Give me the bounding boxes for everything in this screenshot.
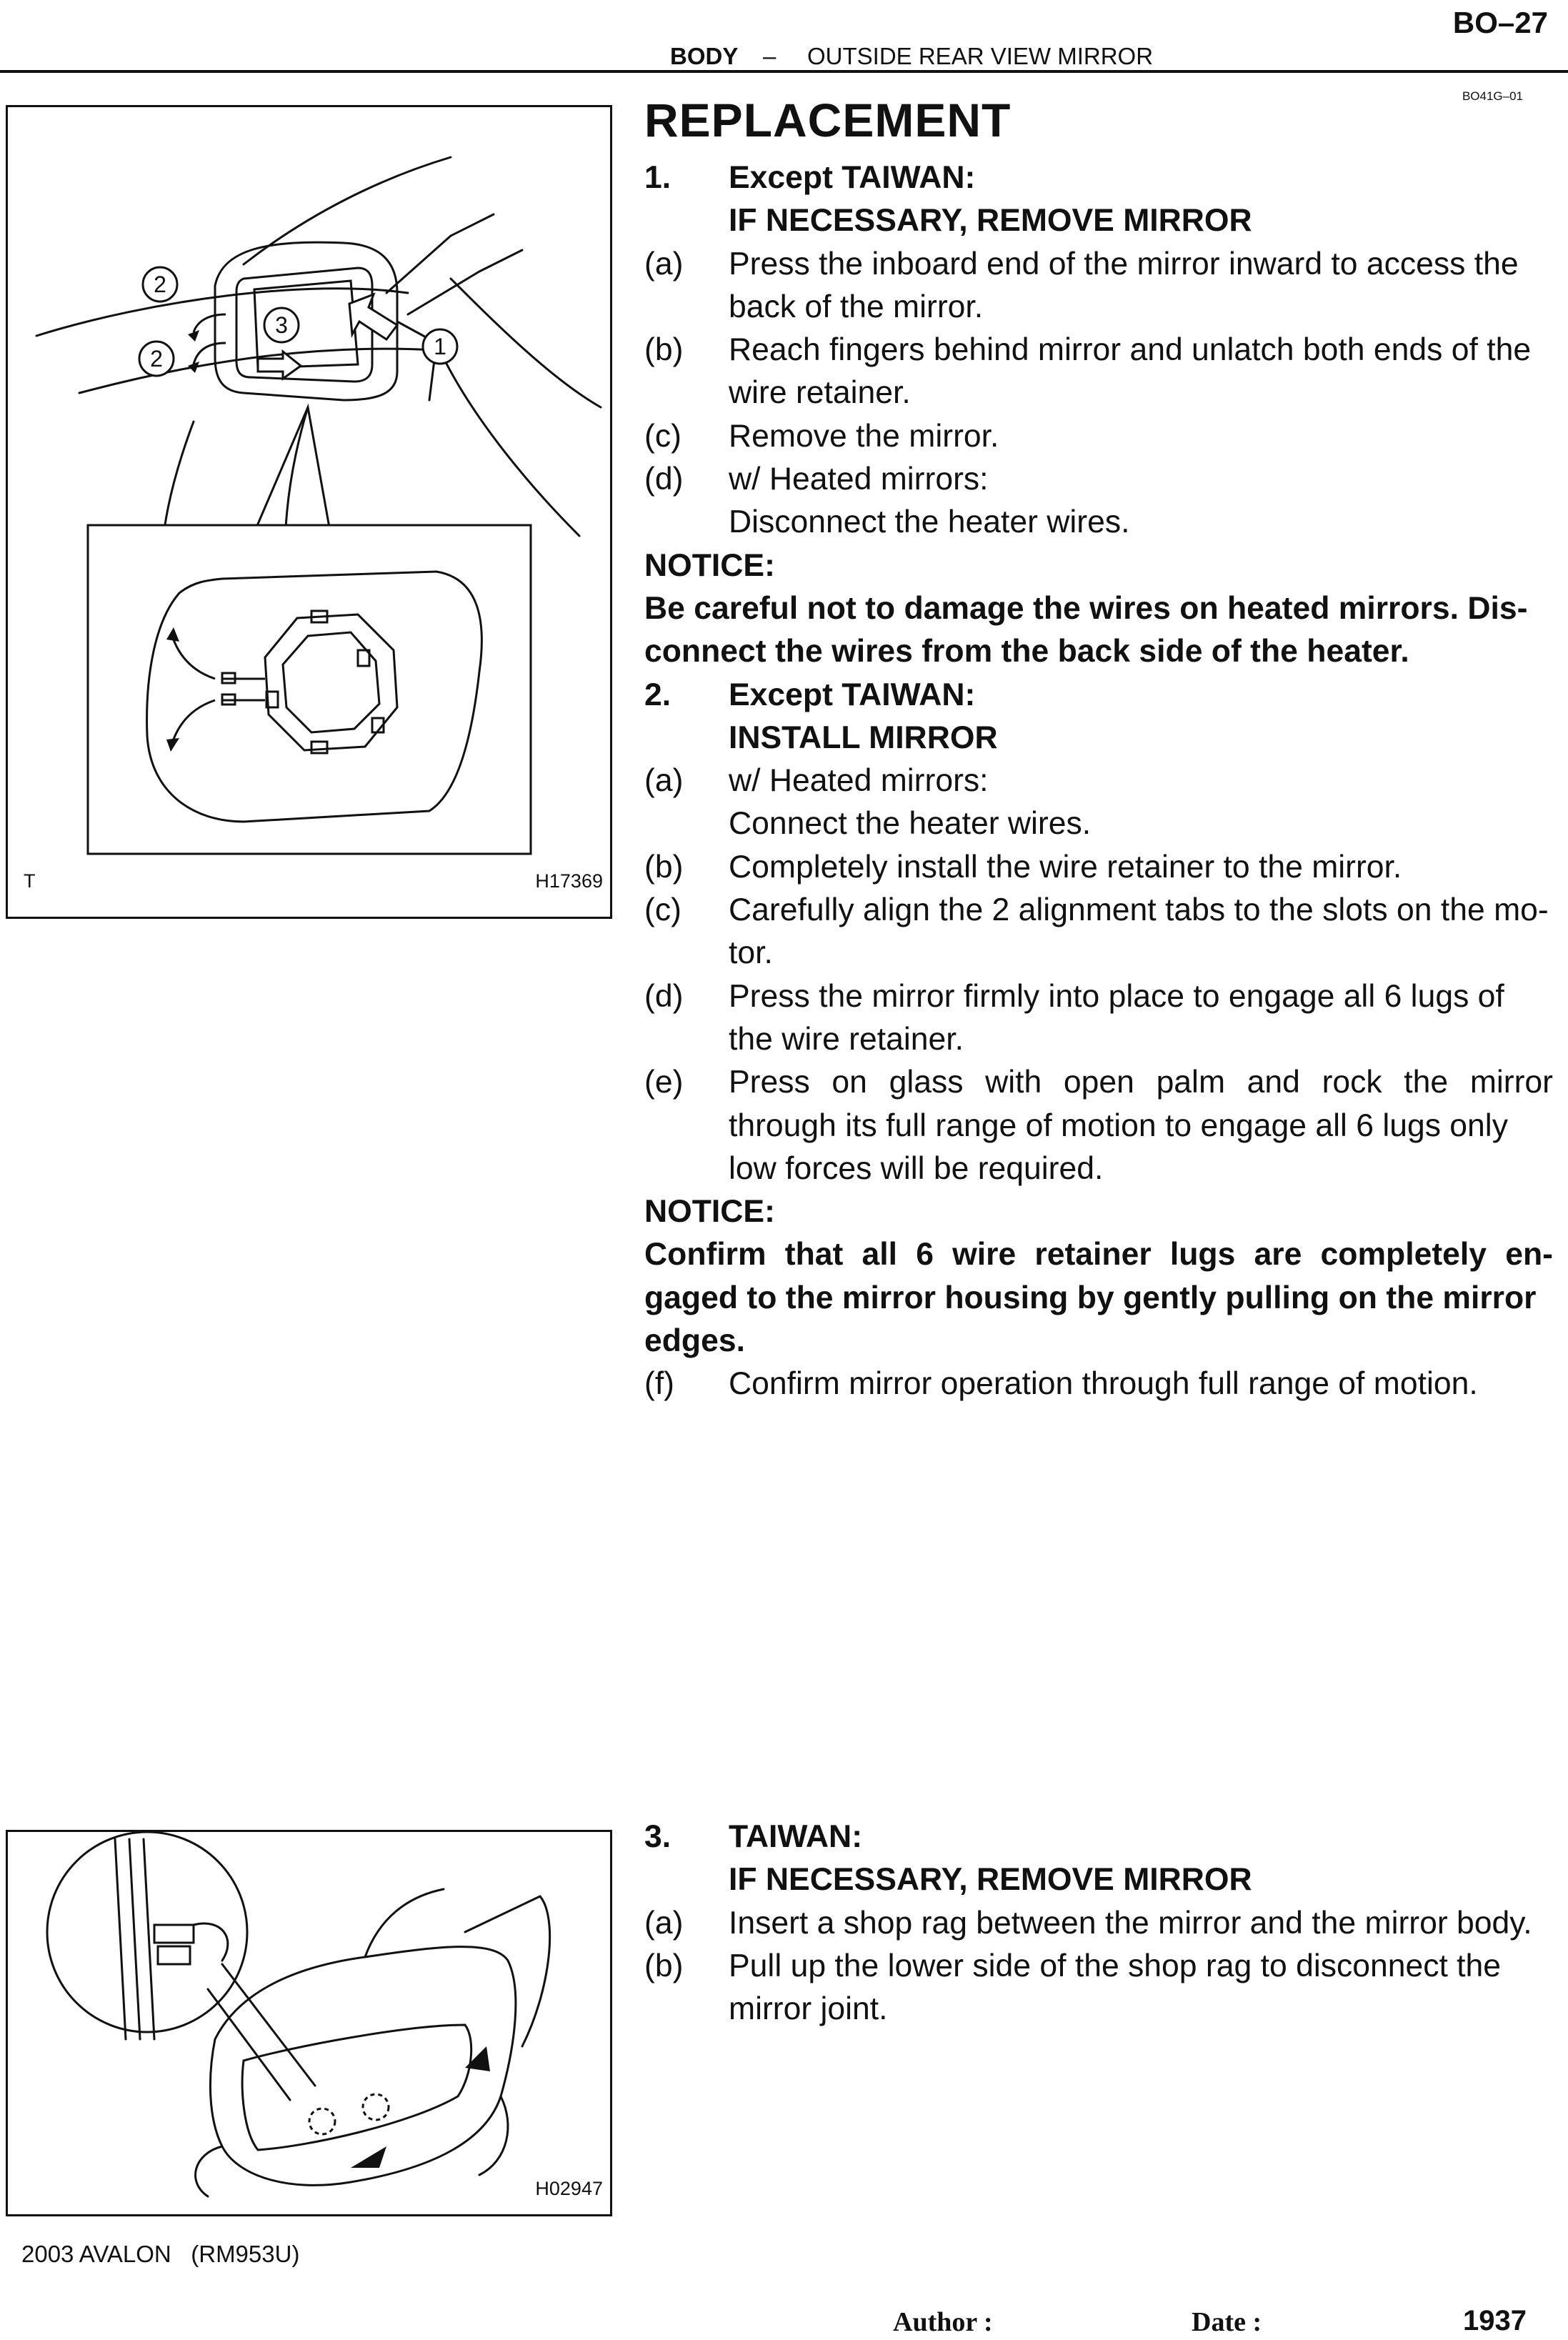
author-label: Author : [893, 2307, 993, 2337]
step-2-subtitle: INSTALL MIRROR [729, 720, 998, 755]
notice-1-line-2: connect the wires from the back side of the heater. [644, 634, 1409, 669]
step-2a: (a) w/ Heated mirrors: [644, 763, 989, 799]
step-3b-cont: mirror joint. [729, 1991, 888, 2027]
step-3-subtitle: IF NECESSARY, REMOVE MIRROR [729, 1862, 1252, 1898]
figure2-code: H02947 [535, 2178, 603, 2199]
step-2-title: 2. Except TAIWAN: [644, 677, 976, 712]
step-1b-cont: wire retainer. [729, 375, 911, 411]
step-2e: (e) Press on glass with open palm and rock the mirror [644, 1065, 1553, 1100]
step-1a: (a) Press the inboard end of the mirror inward to access the [644, 246, 1519, 282]
header-rule [0, 70, 1568, 73]
callout-1-text: 1 [434, 334, 446, 359]
step-3b: (b) Pull up the lower side of the shop rag to disconnect the [644, 1948, 1502, 1983]
notice-2-line-2: gaged to the mirror housing by gently pulling on the mirror [644, 1280, 1537, 1315]
step-1b: (b) Reach fingers behind mirror and unlatch both ends of the [644, 332, 1532, 368]
mirror-removal-illustration [8, 107, 610, 917]
header-section: BODY [670, 43, 739, 69]
figure1-corner-label: T [24, 870, 36, 892]
model-code: 2003 AVALON (RM953U) [21, 2241, 300, 2267]
step-1a-cont: back of the mirror. [729, 289, 984, 324]
procedure-steps-1-2 [644, 156, 1553, 1406]
taiwan-mirror-illustration [8, 1832, 610, 2214]
procedure-step-3 [644, 1816, 1553, 2031]
step-2d-cont: the wire retainer. [729, 1021, 964, 1057]
step-2b: (b) Completely install the wire retainer to the mirror. [644, 849, 1402, 885]
figure1-code: H17369 [535, 870, 603, 892]
step-2d: (d) Press the mirror firmly into place to engage all 6 lugs of [644, 978, 1504, 1014]
step-1d: (d) w/ Heated mirrors: [644, 462, 989, 497]
replacement-heading: REPLACEMENT [644, 94, 1012, 146]
header-separator: – [763, 43, 776, 69]
callout-2a-text: 2 [154, 272, 166, 297]
step-3a: (a) Insert a shop rag between the mirror and the mirror body. [644, 1905, 1532, 1941]
figure-mirror-removal [6, 105, 612, 919]
notice-2-line-3: edges. [644, 1323, 745, 1359]
notice-1-line-1: Be careful not to damage the wires on heated mirrors. Dis- [644, 590, 1528, 626]
figure-taiwan-mirror [6, 1830, 612, 2216]
step-2a-cont: Connect the heater wires. [729, 806, 1092, 842]
step-2e-cont: through its full range of motion to engage all 6 lugs only [729, 1107, 1508, 1143]
step-2f: (f) Confirm mirror operation through full range of motion. [644, 1366, 1478, 1402]
header-subtitle: OUTSIDE REAR VIEW MIRROR [807, 43, 1154, 69]
step-1-subtitle: IF NECESSARY, REMOVE MIRROR [729, 203, 1252, 239]
page-number: BO–27 [1452, 6, 1548, 39]
date-label: Date : [1192, 2307, 1262, 2337]
step-1-title: 1. Except TAIWAN: [644, 160, 976, 195]
step-2c-cont: tor. [729, 935, 773, 971]
notice-2-line-1: Confirm that all 6 wire retainer lugs are completely en- [644, 1237, 1553, 1273]
step-1d-cont: Disconnect the heater wires. [729, 504, 1130, 540]
notice-2-label: NOTICE: [644, 1194, 775, 1230]
notice-1-label: NOTICE: [644, 547, 775, 583]
step-3-title: 3. TAIWAN: [644, 1819, 863, 1854]
doc-code: BO41G–01 [1462, 89, 1523, 103]
callout-3-text: 3 [275, 312, 288, 338]
step-2e-cont-2: low forces will be required. [729, 1150, 1104, 1186]
callout-2b-text: 2 [150, 346, 163, 372]
step-2c: (c) Carefully align the 2 alignment tabs to the slots on the mo- [644, 892, 1549, 928]
step-1c: (c) Remove the mirror. [644, 418, 999, 454]
footer-page-number: 1937 [1463, 2305, 1527, 2336]
detail-inset [88, 525, 531, 854]
